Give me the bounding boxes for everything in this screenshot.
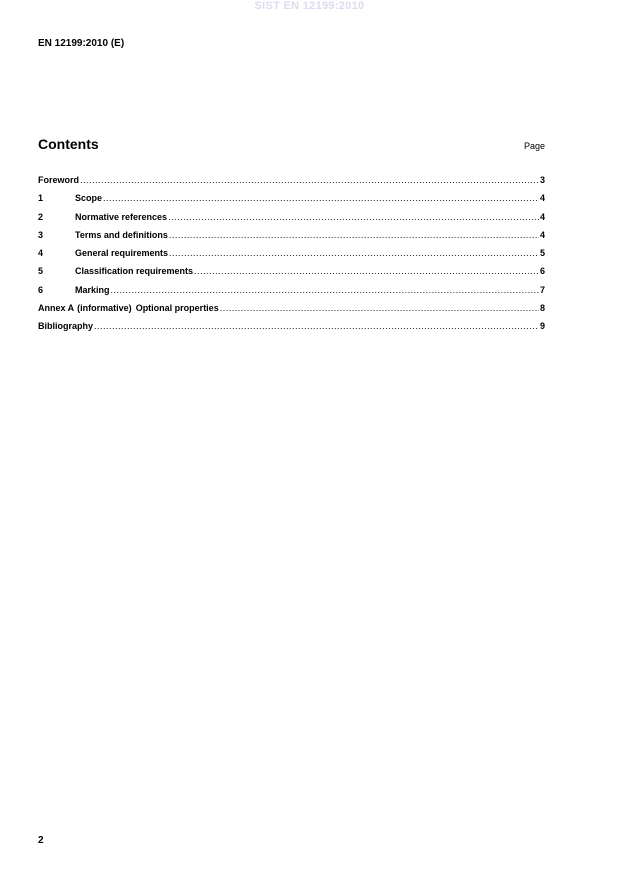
toc-entry-normative-references[interactable]	[38, 212, 545, 230]
toc-entry-label: Bibliography	[38, 321, 94, 332]
toc-section-number: 5	[38, 266, 44, 277]
toc-entry-marking[interactable]	[38, 285, 545, 303]
toc-leader-dots	[220, 303, 539, 313]
toc-section-number: 2	[38, 211, 44, 222]
table-of-contents	[38, 175, 545, 340]
toc-entry-terms-and-definitions[interactable]	[38, 230, 545, 248]
toc-page-number: 6	[539, 266, 545, 277]
toc-entry-label: Terms and definitions	[75, 229, 168, 240]
toc-page-number: 5	[539, 248, 545, 259]
toc-entry-bibliography[interactable]	[38, 321, 545, 339]
toc-page-number: 3	[539, 175, 545, 185]
watermark: SIST EN 12199:2010	[254, 0, 365, 12]
toc-entry-foreword[interactable]	[38, 175, 545, 193]
toc-entry-scope[interactable]	[38, 193, 545, 211]
toc-annex-note: (informative)	[77, 303, 132, 314]
page-column-label: Page	[523, 141, 545, 151]
document-id: EN 12199:2010 (E)	[38, 38, 125, 49]
toc-page-number: 8	[539, 303, 545, 314]
toc-leader-dots	[169, 230, 539, 240]
toc-page-number: 4	[539, 211, 545, 222]
contents-title: Contents	[38, 136, 99, 152]
toc-entry-annex-a[interactable]	[38, 303, 545, 321]
toc-leader-dots	[80, 175, 539, 185]
toc-section-number: 1	[38, 193, 44, 204]
page-number: 2	[38, 835, 44, 846]
toc-section-number: 4	[38, 248, 44, 259]
toc-entry-general-requirements[interactable]	[38, 248, 545, 266]
toc-entry-label: Classification requirements	[75, 266, 194, 277]
toc-section-number: 3	[38, 229, 44, 240]
toc-page-number: 9	[539, 321, 545, 332]
toc-entry-label: Normative references	[75, 211, 168, 222]
toc-section-number: 6	[38, 284, 44, 295]
toc-annex-label: Annex A	[38, 303, 75, 314]
toc-entry-label: Optional properties	[135, 303, 219, 314]
toc-leader-dots	[94, 321, 539, 331]
toc-page-number: 4	[539, 193, 545, 204]
toc-leader-dots	[103, 193, 539, 203]
toc-entry-label: Scope	[75, 193, 103, 204]
toc-leader-dots	[168, 212, 539, 222]
toc-page-number: 7	[539, 284, 545, 295]
toc-entry-label: General requirements	[75, 248, 169, 259]
toc-entry-classification-requirements[interactable]	[38, 266, 545, 284]
toc-entry-label: Marking	[75, 284, 110, 295]
toc-leader-dots	[111, 285, 539, 295]
toc-leader-dots	[169, 248, 539, 258]
toc-entry-label: Foreword	[38, 175, 80, 185]
toc-page-number: 4	[539, 229, 545, 240]
toc-leader-dots	[194, 266, 539, 276]
